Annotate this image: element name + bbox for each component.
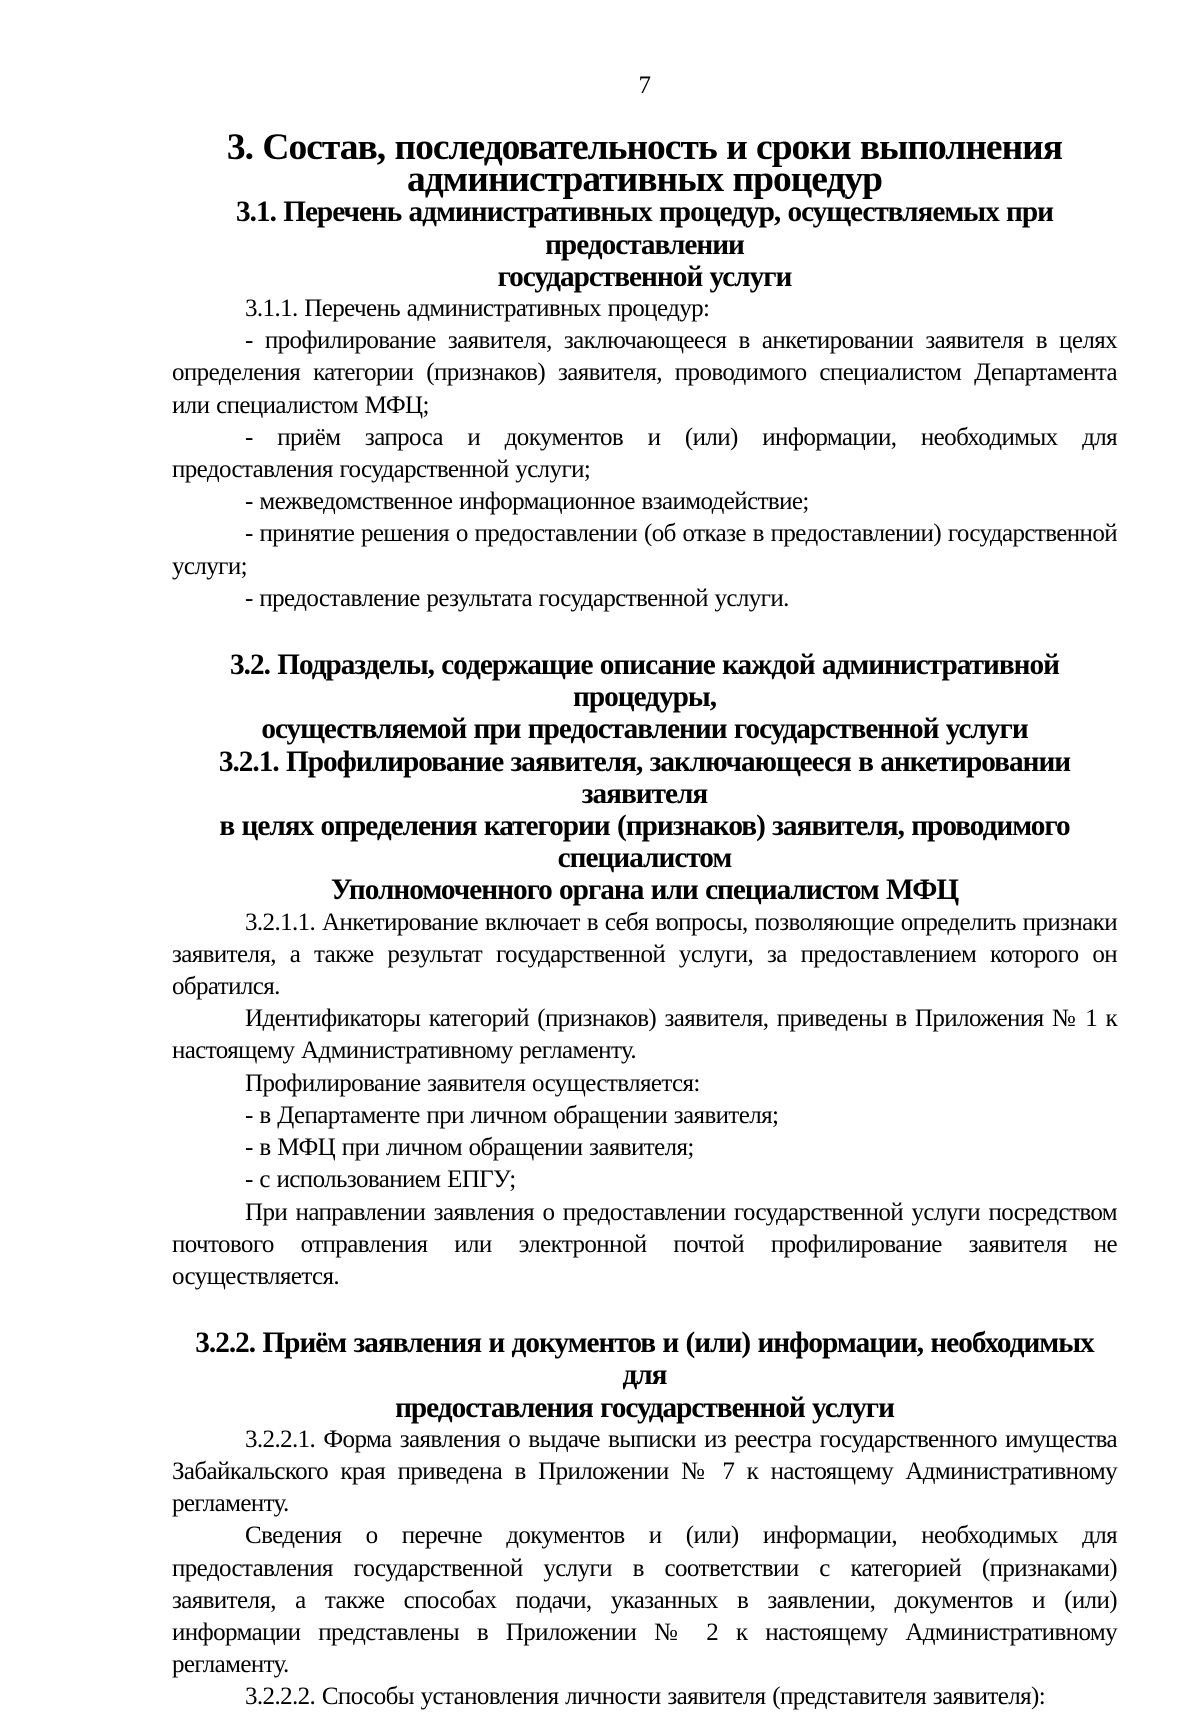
heading-line: 3.2.2. Приём заявления и документов и (или) информации, необходимых для — [195, 1327, 1094, 1392]
section-3-heading — [172, 127, 1117, 201]
paragraph: 3.2.2.1. Форма заявления о выдаче выписки из реестра государственного имущества Забайкальского края приведена в Приложении № 7 к настоящему Административному регламенту. — [172, 1425, 1117, 1518]
heading-line: 3. Состав, последовательность и сроки выполнения — [226, 127, 1063, 168]
section-3-1-heading — [172, 196, 1117, 293]
paragraph: 3.2.1.1. Анкетирование включает в себя вопросы, позволяющие определить признаки заявителя, а также результат государственной услуги, за предоставлением которого он обратился. — [172, 908, 1117, 1001]
heading-line: 3.1. Перечень административных процедур, осуществляемых при предоставлении — [236, 196, 1053, 261]
paragraph: Профилирование заявителя осуществляется: — [245, 1069, 700, 1097]
page-number: 7 — [638, 72, 651, 99]
section-3-2-heading — [172, 649, 1117, 746]
list-item: - в Департаменте при личном обращении заявителя; — [245, 1101, 779, 1129]
list-item: - с использованием ЕПГУ; — [245, 1166, 516, 1194]
paragraph: 3.1.1. Перечень административных процедур: — [245, 295, 710, 323]
heading-line: предоставления государственной услуги — [395, 1391, 894, 1424]
list-item: - межведомственное информационное взаимодействие; — [245, 488, 809, 516]
section-3-2-2-heading — [172, 1327, 1117, 1424]
document-page — [172, 70, 1117, 1714]
list-item: - принятие решения о предоставлении (об отказе в предоставлении) государственной услуги; — [172, 520, 1117, 580]
paragraph: Идентификаторы категорий (признаков) заявителя, приведены в Приложения № 1 к настоящему Административному регламенту. — [172, 1005, 1117, 1065]
heading-line: административных процедур — [406, 159, 883, 201]
section-spacer — [172, 1293, 1117, 1327]
heading-line: 3.2. Подразделы, содержащие описание каждой административной процедуры, — [230, 649, 1059, 714]
paragraph: 3.2.2.2. Способы установления личности заявителя (представителя заявителя): — [245, 1683, 1046, 1711]
list-item: - приём запроса и документов и (или) информации, необходимых для предоставления государственной услуги; — [172, 423, 1117, 484]
heading-line: 3.2.1. Профилирование заявителя, заключающееся в анкетировании заявителя — [218, 745, 1071, 810]
heading-line: государственной услуги — [497, 260, 792, 293]
list-item: - в МФЦ при личном обращении заявителя; — [245, 1134, 694, 1162]
heading-line: в целях определения категории (признаков) заявителя, проводимого специалистом — [219, 810, 1070, 875]
list-item: - профилирование заявителя, заключающееся в анкетировании заявителя в целях определения категории (признаков) заявителя, проводимого специалистом Департамента или специалистом МФЦ; — [172, 327, 1117, 419]
section-3-2-1-heading — [172, 746, 1117, 907]
heading-line: осуществляемой при предоставлении государственной услуги — [261, 713, 1028, 746]
section-spacer — [172, 615, 1117, 649]
heading-line: Уполномоченного органа или специалистом МФЦ — [330, 874, 959, 907]
list-item: - предоставление результата государственной услуги. — [245, 584, 789, 612]
paragraph: При направлении заявления о предоставлении государственной услуги посредством почтового отправления или электронной почтой профилирование заявителя не осуществляется. — [172, 1198, 1117, 1290]
paragraph: Сведения о перечне документов и (или) информации, необходимых для предоставления государственной услуги в соответствии с категорией (признаками) заявителя, а также способах подачи, указанных в заявлении, документов и (или) информации представлены в Приложении № 2 к настоящему Административному регламенту. — [172, 1522, 1117, 1679]
